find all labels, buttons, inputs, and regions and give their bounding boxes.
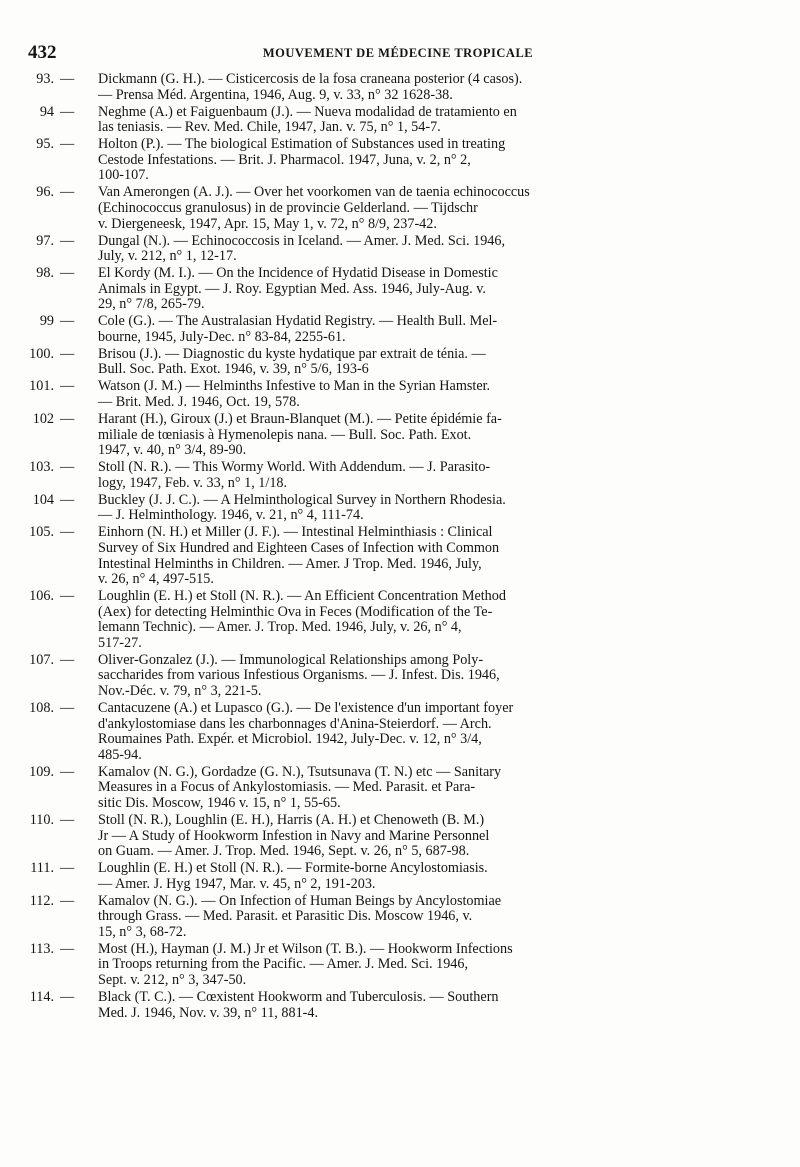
entry-line: Van Amerongen (A. J.). — Over het voorkomen van de taenia echinococcus	[98, 184, 530, 201]
entry-dash: —	[60, 763, 75, 780]
entry-dash: —	[60, 651, 75, 668]
entry-line: v. Diergeneesk, 1947, Apr. 15, May 1, v. 72, n° 8/9, 237-42.	[98, 215, 437, 232]
entry-line: v. 26, n° 4, 497-515.	[98, 571, 214, 588]
bibliography-entry	[28, 765, 786, 812]
entry-line: in Troops returning from the Pacific. — Amer. J. Med. Sci. 1946,	[98, 956, 469, 973]
entry-dash: —	[60, 232, 75, 249]
entry-line: — Prensa Méd. Argentina, 1946, Aug. 9, v. 33, n° 32 1628-38.	[98, 86, 453, 103]
page-number: 432	[28, 42, 57, 63]
entry-dash: —	[60, 71, 75, 87]
entry-line: Jr — A Study of Hookworm Infestion in Navy and Marine Personnel	[98, 827, 490, 844]
entry-line: Animals in Egypt. — J. Roy. Egyptian Med. Ass. 1946, July-Aug. v.	[98, 280, 486, 297]
entry-dash: —	[60, 940, 75, 957]
entry-number: 108.	[29, 700, 54, 717]
entry-line: 1947, v. 40, n° 3/4, 89-90.	[98, 442, 247, 459]
entry-line: Most (H.), Hayman (J. M.) Jr et Wilson (T. B.). — Hookworm Infections	[98, 940, 513, 957]
entry-line: 100-107.	[98, 167, 149, 184]
entry-line: saccharides from various Infestious Organisms. — J. Infest. Dis. 1946,	[98, 667, 500, 684]
entry-dash: —	[60, 265, 75, 282]
bibliography-list	[28, 72, 786, 1023]
entry-number: 109.	[29, 763, 54, 780]
entry-number: 111.	[30, 860, 54, 877]
entry-dash: —	[60, 700, 75, 717]
entry-line: Watson (J. M.) — Helminths Infestive to Man in the Syrian Hamster.	[98, 378, 491, 395]
running-title: MOUVEMENT DE MÉDECINE TROPICALE	[262, 46, 534, 60]
entry-number: 96.	[36, 184, 54, 201]
entry-line: Holton (P.). — The biological Estimation of Substances used in treating	[98, 136, 506, 153]
entry-line: Cantacuzene (A.) et Lupasco (G.). — De l'existence d'un important foyer	[98, 700, 514, 717]
entry-line: Measures in a Focus of Ankylostomiasis. — Med. Parasit. et Para-	[98, 779, 476, 796]
entry-line: Kamalov (N. G.). — On Infection of Human Beings by Ancylostomiae	[98, 892, 502, 909]
entry-line: sitic Dis. Moscow, 1946 v. 15, n° 1, 55-65.	[98, 794, 341, 811]
entry-number: 94	[39, 103, 54, 120]
bibliography-entry	[28, 379, 786, 410]
bibliography-entry	[28, 525, 786, 587]
entry-number: 110.	[29, 811, 54, 828]
bibliography-entry	[28, 266, 786, 313]
entry-line: — Brit. Med. J. 1946, Oct. 19, 578.	[98, 394, 300, 410]
entry-line: Intestinal Helminths in Children. — Amer. J Trop. Med. 1946, July,	[98, 555, 482, 572]
entry-line: Einhorn (N. H.) et Miller (J. F.). — Intestinal Helminthiasis : Clinical	[98, 524, 493, 541]
entry-line: 29, n° 7/8, 265-79.	[98, 296, 205, 313]
entry-line: Brisou (J.). — Diagnostic du kyste hydatique par extrait de ténia. —	[98, 345, 486, 362]
entry-number: 107.	[29, 651, 54, 668]
entry-number: 93.	[36, 71, 54, 87]
entry-line: Cole (G.). — The Australasian Hydatid Registry. — Health Bull. Mel-	[98, 313, 498, 330]
entry-line: Buckley (J. J. C.). — A Helminthological Survey in Northern Rhodesia.	[98, 491, 506, 508]
entry-line: Black (T. C.). — Cœxistent Hookworm and Tuberculosis. — Southern	[98, 989, 499, 1006]
bibliography-entry	[28, 412, 786, 459]
entry-number: 102	[32, 410, 54, 427]
bibliography-entry	[28, 701, 786, 763]
entry-line: Harant (H.), Giroux (J.) et Braun-Blanquet (M.). — Petite épidémie fa-	[98, 410, 502, 427]
entry-line: 15, n° 3, 68-72.	[98, 923, 187, 940]
entry-line: Stoll (N. R.). — This Wormy World. With Addendum. — J. Parasito-	[98, 459, 491, 476]
entry-number: 106.	[29, 588, 54, 605]
entry-number: 103.	[29, 459, 54, 476]
bibliography-entry	[28, 813, 786, 860]
entry-line: (Echinococcus granulosus) in de provincie Gelderland. — Tijdschr	[98, 199, 478, 216]
entry-line: Stoll (N. R.), Loughlin (E. H.), Harris (A. H.) et Chenoweth (B. M.)	[98, 811, 485, 828]
entry-line: 485-94.	[98, 746, 142, 763]
entry-line: — Amer. J. Hyg 1947, Mar. v. 45, n° 2, 191-203.	[98, 875, 376, 892]
entry-line: Bull. Soc. Path. Exot. 1946, v. 39, n° 5/6, 193-6	[98, 361, 369, 378]
entry-line: July, v. 212, n° 1, 12-17.	[98, 248, 237, 265]
bibliography-entry	[28, 990, 786, 1021]
entry-line: Roumaines Path. Expér. et Microbiol. 1942, July-Dec. v. 12, n° 3/4,	[98, 731, 482, 748]
entry-line: Dungal (N.). — Echinococcosis in Iceland. — Amer. J. Med. Sci. 1946,	[98, 232, 506, 249]
entry-line: logy, 1947, Feb. v. 33, n° 1, 1/18.	[98, 474, 288, 491]
entry-line: (Aex) for detecting Helminthic Ova in Feces (Modification of the Te-	[98, 603, 493, 620]
entry-number: 104	[32, 491, 54, 508]
bibliography-entry	[28, 105, 786, 136]
entry-dash: —	[60, 459, 75, 476]
entry-number: 95.	[36, 136, 54, 153]
entry-line: d'ankylostomiase dans les charbonnages d'Anina-Steierdorf. — Arch.	[98, 715, 492, 732]
bibliography-entry	[28, 460, 786, 491]
bibliography-entry	[28, 894, 786, 941]
bibliography-entry	[28, 185, 786, 232]
entry-line: Cestode Infestations. — Brit. J. Pharmacol. 1947, Juna, v. 2, n° 2,	[98, 151, 471, 168]
entry-line: las teniasis. — Rev. Med. Chile, 1947, Jan. v. 75, n° 1, 54-7.	[98, 119, 441, 136]
entry-dash: —	[60, 184, 75, 201]
entry-number: 97.	[36, 232, 54, 249]
bibliography-entry	[28, 942, 786, 989]
entry-dash: —	[60, 892, 75, 909]
entry-dash: —	[60, 136, 75, 153]
entry-line: miliale de tœniasis à Hymenolepis nana. — Bull. Soc. Path. Exot.	[98, 426, 472, 443]
entry-number: 101.	[29, 378, 54, 395]
entry-dash: —	[60, 491, 75, 508]
entry-number: 112.	[29, 892, 54, 909]
entry-number: 114.	[29, 989, 54, 1006]
entry-line: Oliver-Gonzalez (J.). — Immunological Relationships among Poly-	[98, 651, 484, 668]
entry-line: 517-27.	[98, 634, 142, 651]
entry-line: Loughlin (E. H.) et Stoll (N. R.). — An Efficient Concentration Method	[98, 588, 506, 605]
entry-dash: —	[60, 410, 75, 427]
page-header	[28, 42, 768, 66]
entry-number: 100.	[29, 345, 54, 362]
bibliography-entry	[28, 589, 786, 651]
entry-dash: —	[60, 811, 75, 828]
bibliography-entry	[28, 72, 786, 103]
entry-dash: —	[60, 524, 75, 541]
entry-line: Dickmann (G. H.). — Cisticercosis de la fosa craneana posterior (4 casos).	[98, 71, 523, 87]
entry-number: 99	[39, 313, 54, 330]
entry-number: 98.	[36, 265, 54, 282]
entry-line: Kamalov (N. G.), Gordadze (G. N.), Tsutsunava (T. N.) etc — Sanitary	[98, 763, 502, 780]
entry-line: Nov.-Déc. v. 79, n° 3, 221-5.	[98, 683, 262, 700]
entry-dash: —	[60, 103, 75, 120]
entry-dash: —	[60, 378, 75, 395]
entry-line: El Kordy (M. I.). — On the Incidence of Hydatid Disease in Domestic	[98, 265, 498, 282]
bibliography-entry	[28, 314, 786, 345]
bibliography-entry	[28, 861, 786, 892]
entry-line: Survey of Six Hundred and Eighteen Cases of Infection with Common	[98, 539, 500, 556]
bibliography-entry	[28, 653, 786, 700]
entry-dash: —	[60, 345, 75, 362]
entry-line: Loughlin (E. H.) et Stoll (N. R.). — Formite-borne Ancylostomiasis.	[98, 860, 488, 877]
entry-line: on Guam. — Amer. J. Trop. Med. 1946, Sept. v. 26, n° 5, 687-98.	[98, 843, 470, 860]
entry-dash: —	[60, 860, 75, 877]
entry-dash: —	[60, 989, 75, 1006]
entry-line: Sept. v. 212, n° 3, 347-50.	[98, 972, 247, 989]
bibliography-entry	[28, 347, 786, 378]
entry-line: Med. J. 1946, Nov. v. 39, n° 11, 881-4.	[98, 1004, 319, 1021]
entry-line: — J. Helminthology. 1946, v. 21, n° 4, 111-74.	[98, 507, 364, 524]
entry-dash: —	[60, 313, 75, 330]
bibliography-entry	[28, 137, 786, 184]
entry-line: Neghme (A.) et Faiguenbaum (J.). — Nueva modalidad de tratamiento en	[98, 103, 517, 120]
bibliography-entry	[28, 234, 786, 265]
entry-line: through Grass. — Med. Parasit. et Parasitic Dis. Moscow 1946, v.	[98, 908, 473, 925]
bibliography-entry	[28, 493, 786, 524]
entry-number: 113.	[29, 940, 54, 957]
entry-number: 105.	[29, 524, 54, 541]
entry-dash: —	[60, 588, 75, 605]
entry-line: lemann Technic). — Amer. J. Trop. Med. 1946, July, v. 26, n° 4,	[98, 619, 462, 636]
entry-line: bourne, 1945, July-Dec. n° 83-84, 2255-61.	[98, 328, 346, 345]
